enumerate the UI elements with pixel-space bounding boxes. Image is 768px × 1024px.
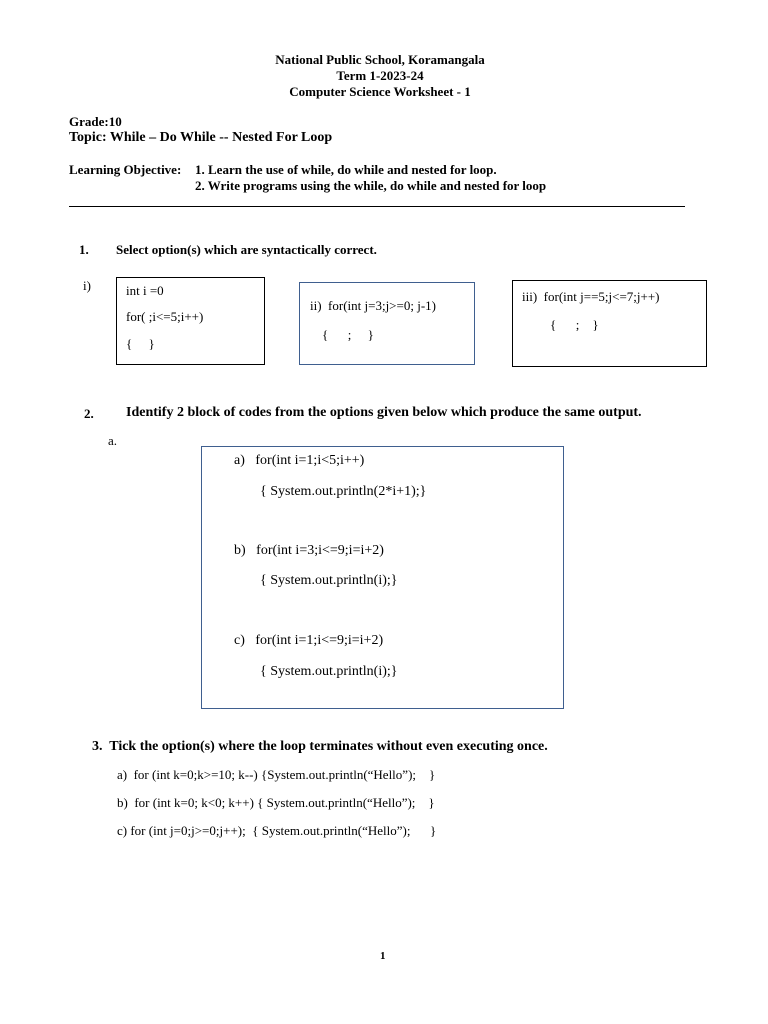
objective-line-1: 1. Learn the use of while, do while and nested for loop. [195,162,497,177]
grade-label: Grade:10 [69,114,122,129]
q2-option-a-body: { System.out.println(2*i+1);} [260,484,427,499]
q2-option-b-body: { System.out.println(i);} [260,573,398,588]
q3-option-a: a) for (int k=0;k>=10; k--) {System.out.println(“Hello”); } [117,767,436,782]
code-line: iii) for(int j==5;j<=7;j++) [522,289,660,304]
q1-option-i-box [116,277,265,365]
q2-option-c: c) for(int i=1;i<=9;i=i+2) [234,633,384,648]
q2-option-c-body: { System.out.println(i);} [260,664,398,679]
term-label: Term 1-2023-24 [336,68,424,83]
q3-option-b: b) for (int k=0; k<0; k++) { System.out.println(“Hello”); } [117,795,435,810]
code-line: ii) for(int j=3;j>=0; j-1) [310,298,436,313]
q1-number: 1. [79,242,89,257]
divider-line [69,206,685,207]
code-line: int i =0 [126,283,164,298]
objective-line-2: 2. Write programs using the while, do while and nested for loop [195,178,547,193]
q2-text: Identify 2 block of codes from the options given below which produce the same output. [126,405,642,420]
worksheet-title: Computer Science Worksheet - 1 [289,84,471,99]
q2-options-box [201,446,564,709]
page-number: 1 [380,950,386,962]
q1-text: Select option(s) which are syntactically correct. [116,242,377,257]
q2-option-b: b) for(int i=3;i<=9;i=i+2) [234,543,384,558]
code-line: { ; } [550,317,599,332]
code-line: for( ;i<=5;i++) [126,309,204,324]
q1-option-i-label: i) [83,278,91,293]
topic-label: Topic: While – Do While -- Nested For Loop [69,130,333,145]
q3-text: 3. Tick the option(s) where the loop terminates without even executing once. [92,739,548,754]
q2-option-a: a) for(int i=1;i<5;i++) [234,453,365,468]
code-line: { ; } [322,327,374,342]
q1-option-iii-box [512,280,707,367]
objective-label: Learning Objective: [69,162,182,177]
q1-option-ii-box [299,282,475,365]
school-name: National Public School, Koramangala [275,52,485,67]
code-line: { } [126,336,155,351]
q2-sub-label: a. [108,433,118,448]
q2-number: 2. [84,406,94,421]
q3-option-c: c) for (int j=0;j>=0;j++); { System.out.println(“Hello”); } [117,823,437,838]
